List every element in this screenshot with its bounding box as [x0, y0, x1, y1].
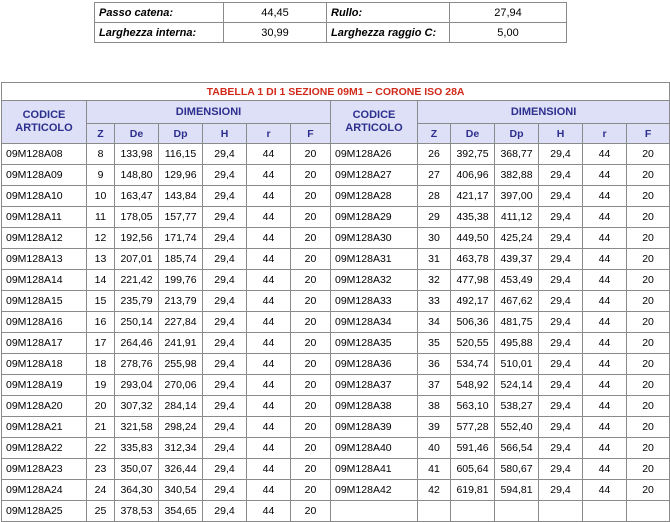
- col-r-header: r: [583, 124, 627, 144]
- larghezza-raggio-label: Larghezza raggio C:: [327, 23, 450, 43]
- hub-h-cell: 29,4: [203, 165, 247, 186]
- pitch-diameter-dp-cell: 270,06: [159, 375, 203, 396]
- col-f-header: F: [627, 124, 670, 144]
- width-f-cell: 20: [291, 228, 331, 249]
- col-z-header: Z: [87, 124, 115, 144]
- width-f-cell: 20: [627, 333, 670, 354]
- width-f-cell: 20: [627, 207, 670, 228]
- table-row: [2, 270, 670, 291]
- hub-h-cell: 29,4: [539, 186, 583, 207]
- outer-diameter-de-cell: 378,53: [115, 501, 159, 522]
- dimensions-header-right: DIMENSIONI: [418, 101, 670, 124]
- pitch-diameter-dp-cell: 185,74: [159, 249, 203, 270]
- width-f-cell: [627, 501, 670, 522]
- outer-diameter-de-cell: 435,38: [451, 207, 495, 228]
- outer-diameter-de-cell: 605,64: [451, 459, 495, 480]
- hub-h-cell: 29,4: [203, 459, 247, 480]
- radius-r-cell: 44: [247, 501, 291, 522]
- col-r-header: r: [247, 124, 291, 144]
- pitch-diameter-dp-cell: 439,37: [495, 249, 539, 270]
- pitch-diameter-dp-cell: 171,74: [159, 228, 203, 249]
- radius-r-cell: 44: [247, 291, 291, 312]
- item-code-cell: 09M128A26: [331, 144, 418, 165]
- outer-diameter-de-cell: 192,56: [115, 228, 159, 249]
- outer-diameter-de-cell: 506,36: [451, 312, 495, 333]
- col-de-header: De: [451, 124, 495, 144]
- hub-h-cell: 29,4: [539, 228, 583, 249]
- outer-diameter-de-cell: 350,07: [115, 459, 159, 480]
- outer-diameter-de-cell: 392,75: [451, 144, 495, 165]
- item-code-cell: 09M128A24: [2, 480, 87, 501]
- hub-h-cell: 29,4: [539, 417, 583, 438]
- hub-h-cell: 29,4: [203, 396, 247, 417]
- outer-diameter-de-cell: 520,55: [451, 333, 495, 354]
- pitch-diameter-dp-cell: 538,27: [495, 396, 539, 417]
- item-code-cell: [331, 501, 418, 522]
- outer-diameter-de-cell: 421,17: [451, 186, 495, 207]
- item-code-cell: 09M128A20: [2, 396, 87, 417]
- width-f-cell: 20: [627, 144, 670, 165]
- item-code-cell: 09M128A36: [331, 354, 418, 375]
- col-dp-header: Dp: [159, 124, 203, 144]
- hub-h-cell: 29,4: [203, 501, 247, 522]
- radius-r-cell: 44: [583, 270, 627, 291]
- width-f-cell: 20: [291, 165, 331, 186]
- outer-diameter-de-cell: 264,46: [115, 333, 159, 354]
- outer-diameter-de-cell: 335,83: [115, 438, 159, 459]
- item-code-cell: 09M128A32: [331, 270, 418, 291]
- pitch-diameter-dp-cell: 157,77: [159, 207, 203, 228]
- outer-diameter-de-cell: 492,17: [451, 291, 495, 312]
- item-code-cell: 09M128A15: [2, 291, 87, 312]
- hub-h-cell: 29,4: [539, 270, 583, 291]
- pitch-diameter-dp-cell: 116,15: [159, 144, 203, 165]
- outer-diameter-de-cell: 163,47: [115, 186, 159, 207]
- width-f-cell: 20: [627, 165, 670, 186]
- pitch-diameter-dp-cell: 326,44: [159, 459, 203, 480]
- width-f-cell: 20: [291, 354, 331, 375]
- pitch-diameter-dp-cell: [495, 501, 539, 522]
- table-row: [2, 186, 670, 207]
- pitch-diameter-dp-cell: 467,62: [495, 291, 539, 312]
- params-row-2: [95, 23, 567, 43]
- radius-r-cell: 44: [247, 480, 291, 501]
- teeth-z-cell: 31: [418, 249, 451, 270]
- table-row: [2, 480, 670, 501]
- item-code-cell: 09M128A34: [331, 312, 418, 333]
- teeth-z-cell: 9: [87, 165, 115, 186]
- teeth-z-cell: 12: [87, 228, 115, 249]
- hub-h-cell: 29,4: [539, 165, 583, 186]
- hub-h-cell: 29,4: [539, 291, 583, 312]
- teeth-z-cell: 14: [87, 270, 115, 291]
- outer-diameter-de-cell: 178,05: [115, 207, 159, 228]
- chain-parameters-table: [94, 2, 567, 43]
- item-code-cell: 09M128A38: [331, 396, 418, 417]
- width-f-cell: 20: [627, 480, 670, 501]
- item-code-cell: 09M128A11: [2, 207, 87, 228]
- item-code-cell: 09M128A28: [331, 186, 418, 207]
- pitch-diameter-dp-cell: 481,75: [495, 312, 539, 333]
- radius-r-cell: 44: [247, 396, 291, 417]
- teeth-z-cell: 37: [418, 375, 451, 396]
- width-f-cell: 20: [627, 312, 670, 333]
- radius-r-cell: 44: [247, 249, 291, 270]
- outer-diameter-de-cell: 449,50: [451, 228, 495, 249]
- table-row: [2, 417, 670, 438]
- outer-diameter-de-cell: 563,10: [451, 396, 495, 417]
- table-row: [2, 501, 670, 522]
- pitch-diameter-dp-cell: 255,98: [159, 354, 203, 375]
- col-dp-header: Dp: [495, 124, 539, 144]
- width-f-cell: 20: [291, 186, 331, 207]
- item-code-cell: 09M128A31: [331, 249, 418, 270]
- teeth-z-cell: 19: [87, 375, 115, 396]
- item-code-cell: 09M128A27: [331, 165, 418, 186]
- pitch-diameter-dp-cell: 580,67: [495, 459, 539, 480]
- radius-r-cell: 44: [247, 417, 291, 438]
- item-code-cell: 09M128A13: [2, 249, 87, 270]
- teeth-z-cell: 8: [87, 144, 115, 165]
- outer-diameter-de-cell: 307,32: [115, 396, 159, 417]
- hub-h-cell: 29,4: [539, 207, 583, 228]
- hub-h-cell: 29,4: [203, 144, 247, 165]
- radius-r-cell: 44: [583, 354, 627, 375]
- teeth-z-cell: 16: [87, 312, 115, 333]
- radius-r-cell: 44: [247, 459, 291, 480]
- outer-diameter-de-cell: 321,58: [115, 417, 159, 438]
- radius-r-cell: 44: [583, 438, 627, 459]
- radius-r-cell: 44: [583, 144, 627, 165]
- teeth-z-cell: 30: [418, 228, 451, 249]
- outer-diameter-de-cell: [451, 501, 495, 522]
- larghezza-raggio-value: 5,00: [450, 23, 567, 43]
- item-code-cell: 09M128A10: [2, 186, 87, 207]
- hub-h-cell: 29,4: [203, 480, 247, 501]
- item-code-cell: 09M128A16: [2, 312, 87, 333]
- hub-h-cell: 29,4: [203, 186, 247, 207]
- pitch-diameter-dp-cell: 143,84: [159, 186, 203, 207]
- table-row: [2, 291, 670, 312]
- pitch-diameter-dp-cell: 594,81: [495, 480, 539, 501]
- teeth-z-cell: 39: [418, 417, 451, 438]
- hub-h-cell: 29,4: [539, 375, 583, 396]
- teeth-z-cell: 34: [418, 312, 451, 333]
- radius-r-cell: 44: [583, 312, 627, 333]
- table-row: [2, 375, 670, 396]
- teeth-z-cell: 23: [87, 459, 115, 480]
- outer-diameter-de-cell: 619,81: [451, 480, 495, 501]
- outer-diameter-de-cell: 278,76: [115, 354, 159, 375]
- width-f-cell: 20: [627, 396, 670, 417]
- item-code-cell: 09M128A21: [2, 417, 87, 438]
- rullo-label: Rullo:: [327, 3, 450, 23]
- pitch-diameter-dp-cell: 566,54: [495, 438, 539, 459]
- width-f-cell: 20: [627, 438, 670, 459]
- hub-h-cell: 29,4: [203, 270, 247, 291]
- hub-h-cell: 29,4: [203, 249, 247, 270]
- teeth-z-cell: [418, 501, 451, 522]
- teeth-z-cell: 41: [418, 459, 451, 480]
- outer-diameter-de-cell: 406,96: [451, 165, 495, 186]
- pitch-diameter-dp-cell: 340,54: [159, 480, 203, 501]
- pitch-diameter-dp-cell: 453,49: [495, 270, 539, 291]
- pitch-diameter-dp-cell: 368,77: [495, 144, 539, 165]
- outer-diameter-de-cell: 591,46: [451, 438, 495, 459]
- hub-h-cell: 29,4: [203, 375, 247, 396]
- rullo-value: 27,94: [450, 3, 567, 23]
- pitch-diameter-dp-cell: 397,00: [495, 186, 539, 207]
- radius-r-cell: 44: [583, 291, 627, 312]
- teeth-z-cell: 29: [418, 207, 451, 228]
- radius-r-cell: 44: [247, 165, 291, 186]
- outer-diameter-de-cell: 577,28: [451, 417, 495, 438]
- item-code-cell: 09M128A30: [331, 228, 418, 249]
- radius-r-cell: 44: [247, 186, 291, 207]
- hub-h-cell: 29,4: [203, 312, 247, 333]
- teeth-z-cell: 26: [418, 144, 451, 165]
- width-f-cell: 20: [627, 375, 670, 396]
- code-column-header-right: CODICE ARTICOLO: [331, 101, 418, 144]
- width-f-cell: 20: [291, 417, 331, 438]
- table-row: [2, 438, 670, 459]
- table-row: [2, 396, 670, 417]
- hub-h-cell: 29,4: [539, 333, 583, 354]
- sprocket-dimensions-table: [1, 82, 670, 522]
- pitch-diameter-dp-cell: 382,88: [495, 165, 539, 186]
- table-row: [2, 354, 670, 375]
- col-h-header: H: [203, 124, 247, 144]
- width-f-cell: 20: [627, 249, 670, 270]
- item-code-cell: 09M128A19: [2, 375, 87, 396]
- outer-diameter-de-cell: 293,04: [115, 375, 159, 396]
- width-f-cell: 20: [291, 249, 331, 270]
- outer-diameter-de-cell: 548,92: [451, 375, 495, 396]
- larghezza-interna-label: Larghezza interna:: [95, 23, 224, 43]
- hub-h-cell: 29,4: [203, 291, 247, 312]
- hub-h-cell: 29,4: [203, 228, 247, 249]
- table-row: [2, 459, 670, 480]
- hub-h-cell: 29,4: [539, 396, 583, 417]
- item-code-cell: 09M128A08: [2, 144, 87, 165]
- item-code-cell: 09M128A42: [331, 480, 418, 501]
- item-code-cell: 09M128A22: [2, 438, 87, 459]
- hub-h-cell: 29,4: [539, 480, 583, 501]
- radius-r-cell: 44: [247, 270, 291, 291]
- radius-r-cell: 44: [247, 333, 291, 354]
- width-f-cell: 20: [291, 396, 331, 417]
- teeth-z-cell: 25: [87, 501, 115, 522]
- width-f-cell: 20: [627, 459, 670, 480]
- pitch-diameter-dp-cell: 284,14: [159, 396, 203, 417]
- dimensions-header-left: DIMENSIONI: [87, 101, 331, 124]
- width-f-cell: 20: [627, 354, 670, 375]
- pitch-diameter-dp-cell: 425,24: [495, 228, 539, 249]
- outer-diameter-de-cell: 534,74: [451, 354, 495, 375]
- width-f-cell: 20: [291, 501, 331, 522]
- radius-r-cell: 44: [583, 207, 627, 228]
- pitch-diameter-dp-cell: 199,76: [159, 270, 203, 291]
- item-code-cell: 09M128A17: [2, 333, 87, 354]
- width-f-cell: 20: [291, 333, 331, 354]
- radius-r-cell: 44: [583, 186, 627, 207]
- pitch-diameter-dp-cell: 227,84: [159, 312, 203, 333]
- pitch-diameter-dp-cell: 213,79: [159, 291, 203, 312]
- table-row: [2, 165, 670, 186]
- width-f-cell: 20: [627, 270, 670, 291]
- radius-r-cell: 44: [247, 375, 291, 396]
- item-code-cell: 09M128A33: [331, 291, 418, 312]
- larghezza-interna-value: 30,99: [224, 23, 327, 43]
- code-column-header-left: CODICE ARTICOLO: [2, 101, 87, 144]
- radius-r-cell: 44: [247, 228, 291, 249]
- teeth-z-cell: 33: [418, 291, 451, 312]
- outer-diameter-de-cell: 477,98: [451, 270, 495, 291]
- width-f-cell: 20: [291, 291, 331, 312]
- hub-h-cell: [539, 501, 583, 522]
- item-code-cell: 09M128A29: [331, 207, 418, 228]
- hub-h-cell: 29,4: [539, 312, 583, 333]
- radius-r-cell: 44: [247, 207, 291, 228]
- radius-r-cell: 44: [583, 417, 627, 438]
- teeth-z-cell: 27: [418, 165, 451, 186]
- radius-r-cell: 44: [583, 396, 627, 417]
- width-f-cell: 20: [291, 270, 331, 291]
- pitch-diameter-dp-cell: 495,88: [495, 333, 539, 354]
- hub-h-cell: 29,4: [203, 333, 247, 354]
- teeth-z-cell: 17: [87, 333, 115, 354]
- item-code-cell: 09M128A23: [2, 459, 87, 480]
- table-row: [2, 312, 670, 333]
- pitch-diameter-dp-cell: 298,24: [159, 417, 203, 438]
- outer-diameter-de-cell: 364,30: [115, 480, 159, 501]
- radius-r-cell: 44: [583, 165, 627, 186]
- table-row: [2, 144, 670, 165]
- radius-r-cell: 44: [583, 375, 627, 396]
- width-f-cell: 20: [291, 459, 331, 480]
- col-z-header: Z: [418, 124, 451, 144]
- radius-r-cell: 44: [247, 438, 291, 459]
- outer-diameter-de-cell: 207,01: [115, 249, 159, 270]
- teeth-z-cell: 11: [87, 207, 115, 228]
- pitch-diameter-dp-cell: 241,91: [159, 333, 203, 354]
- item-code-cell: 09M128A14: [2, 270, 87, 291]
- radius-r-cell: 44: [583, 249, 627, 270]
- outer-diameter-de-cell: 463,78: [451, 249, 495, 270]
- width-f-cell: 20: [291, 312, 331, 333]
- hub-h-cell: 29,4: [539, 438, 583, 459]
- radius-r-cell: 44: [583, 459, 627, 480]
- item-code-cell: 09M128A12: [2, 228, 87, 249]
- hub-h-cell: 29,4: [203, 354, 247, 375]
- item-code-cell: 09M128A09: [2, 165, 87, 186]
- width-f-cell: 20: [291, 375, 331, 396]
- teeth-z-cell: 22: [87, 438, 115, 459]
- outer-diameter-de-cell: 250,14: [115, 312, 159, 333]
- hub-h-cell: 29,4: [539, 354, 583, 375]
- teeth-z-cell: 20: [87, 396, 115, 417]
- passo-catena-label: Passo catena:: [95, 3, 224, 23]
- item-code-cell: 09M128A41: [331, 459, 418, 480]
- table-row: [2, 228, 670, 249]
- hub-h-cell: 29,4: [203, 417, 247, 438]
- outer-diameter-de-cell: 221,42: [115, 270, 159, 291]
- radius-r-cell: 44: [583, 333, 627, 354]
- hub-h-cell: 29,4: [539, 144, 583, 165]
- col-de-header: De: [115, 124, 159, 144]
- width-f-cell: 20: [291, 207, 331, 228]
- item-code-cell: 09M128A18: [2, 354, 87, 375]
- outer-diameter-de-cell: 235,79: [115, 291, 159, 312]
- teeth-z-cell: 36: [418, 354, 451, 375]
- item-code-cell: 09M128A25: [2, 501, 87, 522]
- width-f-cell: 20: [627, 417, 670, 438]
- item-code-cell: 09M128A37: [331, 375, 418, 396]
- radius-r-cell: 44: [583, 228, 627, 249]
- params-row-1: [95, 3, 567, 23]
- table-row: [2, 249, 670, 270]
- radius-r-cell: 44: [247, 312, 291, 333]
- table-title: TABELLA 1 DI 1 SEZIONE 09M1 – CORONE ISO 28A: [2, 83, 670, 101]
- radius-r-cell: 44: [583, 480, 627, 501]
- radius-r-cell: [583, 501, 627, 522]
- pitch-diameter-dp-cell: 354,65: [159, 501, 203, 522]
- hub-h-cell: 29,4: [203, 207, 247, 228]
- teeth-z-cell: 28: [418, 186, 451, 207]
- pitch-diameter-dp-cell: 510,01: [495, 354, 539, 375]
- pitch-diameter-dp-cell: 552,40: [495, 417, 539, 438]
- width-f-cell: 20: [291, 144, 331, 165]
- radius-r-cell: 44: [247, 354, 291, 375]
- width-f-cell: 20: [627, 228, 670, 249]
- teeth-z-cell: 40: [418, 438, 451, 459]
- hub-h-cell: 29,4: [539, 459, 583, 480]
- teeth-z-cell: 15: [87, 291, 115, 312]
- col-f-header: F: [291, 124, 331, 144]
- item-code-cell: 09M128A35: [331, 333, 418, 354]
- pitch-diameter-dp-cell: 129,96: [159, 165, 203, 186]
- col-h-header: H: [539, 124, 583, 144]
- width-f-cell: 20: [291, 438, 331, 459]
- teeth-z-cell: 24: [87, 480, 115, 501]
- radius-r-cell: 44: [247, 144, 291, 165]
- teeth-z-cell: 21: [87, 417, 115, 438]
- table-row: [2, 207, 670, 228]
- hub-h-cell: 29,4: [203, 438, 247, 459]
- teeth-z-cell: 42: [418, 480, 451, 501]
- item-code-cell: 09M128A40: [331, 438, 418, 459]
- teeth-z-cell: 32: [418, 270, 451, 291]
- width-f-cell: 20: [627, 291, 670, 312]
- outer-diameter-de-cell: 148,80: [115, 165, 159, 186]
- outer-diameter-de-cell: 133,98: [115, 144, 159, 165]
- width-f-cell: 20: [291, 480, 331, 501]
- pitch-diameter-dp-cell: 524,14: [495, 375, 539, 396]
- width-f-cell: 20: [627, 186, 670, 207]
- teeth-z-cell: 35: [418, 333, 451, 354]
- teeth-z-cell: 38: [418, 396, 451, 417]
- table-row: [2, 333, 670, 354]
- pitch-diameter-dp-cell: 411,12: [495, 207, 539, 228]
- teeth-z-cell: 18: [87, 354, 115, 375]
- hub-h-cell: 29,4: [539, 249, 583, 270]
- teeth-z-cell: 13: [87, 249, 115, 270]
- item-code-cell: 09M128A39: [331, 417, 418, 438]
- teeth-z-cell: 10: [87, 186, 115, 207]
- passo-catena-value: 44,45: [224, 3, 327, 23]
- pitch-diameter-dp-cell: 312,34: [159, 438, 203, 459]
